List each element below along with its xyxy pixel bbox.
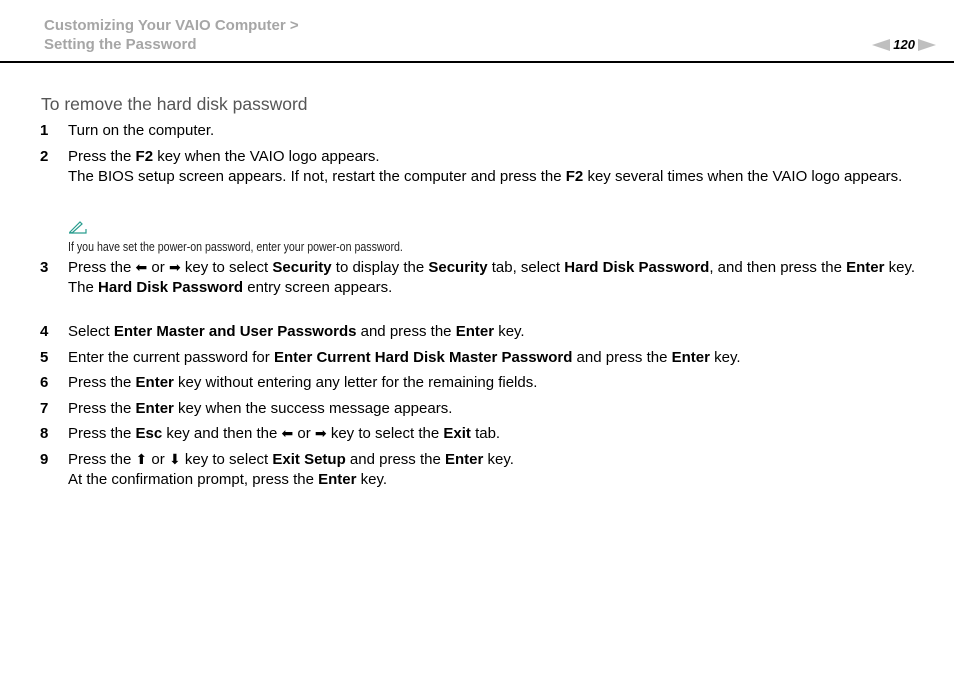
- step-text: At the confirmation prompt, press the: [68, 470, 319, 488]
- step-text: Press the: [68, 451, 136, 468]
- step-text: key.: [483, 451, 514, 468]
- step-text: and press the: [345, 451, 445, 468]
- step-number: 5: [40, 349, 49, 366]
- key-term: Enter: [455, 323, 495, 340]
- step-line: [68, 450, 920, 470]
- key-term: Esc: [135, 425, 163, 442]
- step-text: Turn on the computer.: [68, 122, 215, 139]
- step-text: key.: [709, 349, 741, 366]
- step-number: 4: [40, 323, 49, 340]
- key-term: Enter: [671, 349, 710, 366]
- key-term: Enter: [846, 259, 885, 276]
- step-item: [40, 121, 920, 141]
- step-line: [68, 348, 920, 368]
- breadcrumb-chapter[interactable]: Customizing Your VAIO Computer >: [44, 17, 299, 34]
- header-divider: [0, 61, 954, 63]
- step-item: [40, 147, 920, 186]
- step-text: Press the: [68, 400, 136, 417]
- step-text: Press the: [68, 374, 136, 391]
- step-line: [68, 278, 920, 298]
- step-text: and press the: [356, 323, 456, 340]
- step-text: or: [147, 451, 169, 468]
- step-text: entry screen appears.: [243, 278, 393, 296]
- left-arrow-icon: ⬅: [281, 425, 294, 441]
- step-text: key several times when the VAIO logo appears.: [583, 167, 903, 185]
- step-text: key.: [494, 323, 525, 340]
- right-arrow-icon: ➡: [168, 259, 181, 275]
- step-line: [68, 399, 920, 419]
- key-term: Enter Current Hard Disk Master Password: [273, 349, 573, 366]
- step-number: 8: [40, 425, 49, 442]
- step-text: The: [68, 278, 99, 296]
- key-term: Enter: [318, 470, 357, 488]
- key-term: Security: [272, 259, 332, 276]
- step-text: key without entering any letter for the remaining fields.: [173, 374, 538, 391]
- step-text: Enter the current password for: [68, 349, 274, 366]
- right-arrow-icon: ➡: [314, 425, 327, 441]
- key-term: F2: [135, 148, 154, 165]
- step-number: 6: [40, 374, 49, 391]
- step-text: key to select: [180, 451, 273, 468]
- next-page-icon[interactable]: [918, 39, 936, 51]
- step-text: key when the success message appears.: [173, 400, 453, 417]
- step-line: [68, 373, 920, 393]
- left-arrow-icon: ⬅: [135, 259, 148, 275]
- step-number: 9: [40, 451, 49, 468]
- step-text: key to select: [180, 259, 273, 276]
- step-line: [68, 121, 920, 141]
- step-item: [40, 399, 920, 419]
- step-line: [68, 147, 920, 167]
- step-text: Select: [68, 323, 114, 340]
- step-text: The BIOS setup screen appears. If not, restart the computer and press the: [68, 167, 566, 185]
- step-item: [40, 450, 920, 489]
- step-text: tab.: [470, 425, 501, 442]
- section-title: To remove the hard disk password: [41, 94, 308, 114]
- step-line: [68, 470, 920, 490]
- page-navigator: [872, 37, 936, 52]
- previous-page-icon[interactable]: [872, 39, 890, 51]
- step-line: [68, 167, 920, 187]
- step-text: Press the: [68, 259, 136, 276]
- key-term: F2: [565, 167, 584, 185]
- step-text: or: [293, 425, 315, 442]
- step-number: 3: [40, 259, 49, 276]
- step-line: [68, 258, 920, 278]
- step-number: 1: [40, 122, 49, 139]
- step-text: key.: [884, 259, 916, 276]
- key-term: Exit Setup: [272, 451, 346, 468]
- key-term: Hard Disk Password: [98, 278, 244, 296]
- step-text: and press the: [572, 349, 672, 366]
- step-text: key when the VAIO logo appears.: [153, 148, 380, 165]
- key-term: Enter: [135, 374, 174, 391]
- pencil-note-icon: [68, 220, 88, 234]
- step-number: 7: [40, 400, 49, 417]
- page-number: 120: [893, 37, 915, 52]
- step-text: key to select the: [326, 425, 444, 442]
- key-term: Enter: [135, 400, 174, 417]
- breadcrumb-section[interactable]: Setting the Password: [44, 36, 197, 53]
- step-text: or: [147, 259, 169, 276]
- step-text: Press the: [68, 148, 136, 165]
- step-line: [68, 322, 920, 342]
- key-term: Security: [428, 259, 488, 276]
- note-text: If you have set the power-on password, enter your power-on password.: [68, 240, 403, 254]
- step-line: [68, 424, 920, 444]
- key-term: Exit: [443, 425, 471, 442]
- step-item: [40, 348, 920, 368]
- step-item: [40, 373, 920, 393]
- down-arrow-icon: ⬇: [168, 451, 181, 467]
- step-text: , and then press the: [709, 259, 847, 276]
- step-text: key and then the: [162, 425, 282, 442]
- up-arrow-icon: ⬆: [135, 451, 148, 467]
- note: [68, 220, 462, 254]
- step-item: [40, 322, 920, 342]
- step-number: 2: [40, 148, 49, 165]
- key-term: Hard Disk Password: [564, 259, 710, 276]
- step-item: [40, 424, 920, 444]
- step-text: Press the: [68, 425, 136, 442]
- key-term: Enter: [445, 451, 484, 468]
- step-text: to display the: [331, 259, 429, 276]
- key-term: Enter Master and User Passwords: [113, 323, 357, 340]
- step-text: key.: [356, 470, 388, 488]
- step-text: tab, select: [487, 259, 565, 276]
- step-item: [40, 258, 920, 297]
